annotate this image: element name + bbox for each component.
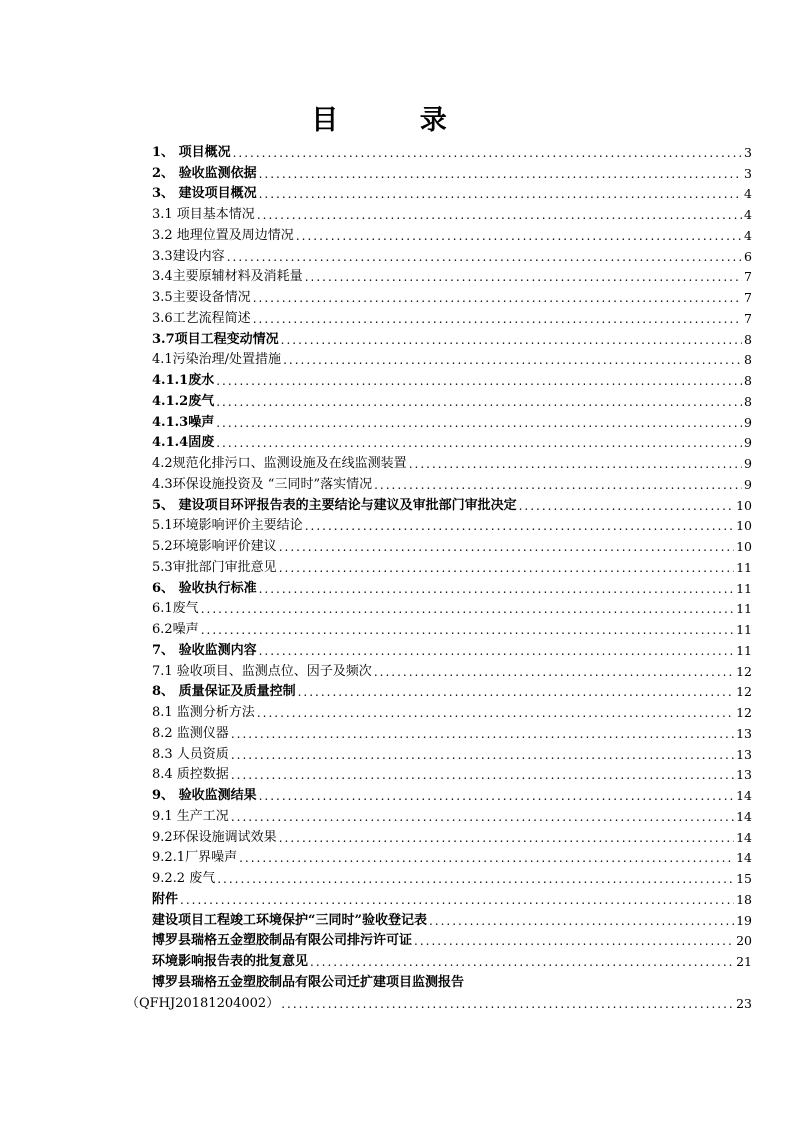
toc-entry-page-number: 10	[736, 518, 752, 534]
toc-entry-label: 6.1废气	[152, 601, 199, 617]
toc-entry-label: 8.2 监测仪器	[152, 725, 229, 741]
toc-entry-label: 9.2.1厂界噪声	[152, 850, 238, 866]
toc-entry-label: 3.4主要原辅材料及消耗量	[152, 269, 303, 285]
toc-entry-page-number: 18	[736, 891, 752, 907]
toc-entry-page-number: 11	[736, 580, 752, 596]
toc-leader-dots	[305, 518, 734, 534]
toc-entry-page-number: 4	[744, 207, 752, 222]
toc-leader-dots	[298, 684, 735, 700]
toc-leader-dots	[201, 622, 734, 638]
toc-entry-page-number: 23	[736, 995, 752, 1011]
toc-entry[interactable]	[152, 451, 752, 472]
toc-entry-page-number: 14	[736, 808, 752, 824]
toc-entry[interactable]	[152, 306, 752, 327]
toc-entry-label: 1、 项目概况	[152, 144, 231, 160]
toc-entry-label: 8.1 监测分析方法	[152, 705, 255, 720]
toc-entry-page-number: 8	[744, 373, 752, 388]
toc-entry[interactable]	[152, 638, 752, 659]
toc-leader-dots	[216, 435, 742, 451]
toc-entry[interactable]	[152, 368, 752, 389]
toc-entry[interactable]	[152, 348, 752, 369]
toc-leader-dots	[279, 560, 734, 576]
toc-leader-dots	[409, 456, 742, 472]
toc-entry[interactable]	[152, 742, 752, 763]
toc-leader-dots	[216, 373, 742, 389]
toc-entry-page-number: 7	[744, 310, 752, 326]
toc-entry-label: 6.2噪声	[152, 622, 199, 637]
toc-entry-page-number: 10	[736, 539, 752, 554]
toc-entry[interactable]	[152, 202, 752, 223]
toc-entry[interactable]	[152, 140, 752, 161]
toc-entry[interactable]	[152, 680, 752, 701]
toc-entry[interactable]	[152, 597, 752, 618]
toc-leader-dots	[227, 249, 742, 265]
toc-entry[interactable]	[152, 389, 752, 410]
toc-leader-dots	[283, 352, 742, 368]
toc-entry-page-number: 3	[744, 144, 752, 160]
toc-entry-label: 9.2.2 废气	[152, 871, 216, 886]
toc-entry-label: 7.1 验收项目、监测点位、因子及频次	[152, 663, 372, 679]
toc-leader-dots	[259, 643, 735, 659]
toc-entry[interactable]	[152, 182, 752, 203]
toc-entry-page-number: 14	[736, 788, 752, 803]
toc-leader-dots	[253, 311, 742, 327]
toc-leader-dots	[305, 269, 742, 285]
toc-leader-dots	[414, 933, 734, 949]
toc-entry-page-number: 3	[744, 165, 752, 181]
toc-leader-dots	[429, 913, 734, 929]
toc-entry[interactable]	[152, 514, 752, 535]
toc-entry-label: 6、 验收执行标准	[152, 580, 257, 596]
toc-entry-page-number: 8	[744, 331, 752, 347]
toc-entry-label: 博罗县瑞格五金塑胶制品有限公司迁扩建项目监测报告	[152, 974, 465, 990]
toc-entry[interactable]	[152, 161, 752, 182]
toc-entry-page-number: 9	[744, 456, 752, 471]
page-title: 目 录	[311, 105, 483, 136]
toc-leader-dots	[279, 539, 734, 555]
toc-entry-page-number: 4	[744, 186, 752, 202]
toc-entry-label: 3.7项目工程变动情况	[152, 331, 279, 347]
toc-entry[interactable]	[152, 472, 752, 493]
toc-entry[interactable]	[152, 783, 752, 804]
toc-entry-label: 4.1.1废水	[152, 373, 215, 388]
toc-leader-dots	[259, 186, 742, 202]
toc-leader-dots	[259, 166, 742, 182]
toc-entry-page-number: 11	[736, 622, 752, 637]
toc-entry[interactable]	[152, 659, 752, 680]
toc-entry-label: 5、 建设项目环评报告表的主要结论与建议及审批部门审批决定	[152, 497, 517, 513]
toc-entry-label: 8.4 质控数据	[152, 767, 229, 783]
toc-entry-label: 5.1环境影响评价主要结论	[152, 518, 303, 534]
toc-leader-dots	[279, 830, 734, 846]
toc-entry-page-number: 11	[736, 601, 752, 617]
toc-entry-label: 2、 验收监测依据	[152, 165, 257, 181]
toc-entry-page-number: 6	[744, 248, 752, 264]
toc-leader-dots	[216, 394, 742, 410]
toc-leader-dots	[519, 498, 735, 514]
toc-entry-label: 9.1 生产工况	[152, 808, 229, 824]
toc-entry[interactable]	[152, 223, 752, 244]
toc-entry-page-number: 8	[744, 352, 752, 368]
toc-entry[interactable]	[152, 285, 752, 306]
toc-leader-dots	[259, 788, 735, 804]
toc-entry-label: 3.1 项目基本情况	[152, 207, 255, 222]
toc-entry[interactable]	[152, 617, 752, 638]
toc-entry-page-number: 9	[744, 476, 752, 492]
toc-entry-page-number: 9	[744, 435, 752, 451]
toc-entry-label: 3.5主要设备情况	[152, 290, 251, 305]
toc-entry-label: 3、 建设项目概况	[152, 186, 257, 202]
toc-entry[interactable]	[152, 866, 752, 887]
toc-entry-label: 9.2环保设施调试效果	[152, 829, 277, 845]
toc-entry-label: 4.3环保设施投资及 “三同时”落实情况	[152, 476, 373, 492]
toc-entry-label: 4.1.2废气	[152, 393, 215, 409]
toc-leader-dots	[310, 954, 734, 970]
toc-entry-page-number: 13	[736, 767, 752, 783]
toc-entry-label: 4.1.4固废	[152, 435, 215, 451]
toc-entry-page-number: 14	[736, 850, 752, 866]
toc-entry-label: 8、 质量保证及质量控制	[152, 684, 296, 700]
toc-entry-page-number: 12	[736, 705, 752, 720]
toc-entry-page-number: 12	[736, 684, 752, 700]
toc-entry[interactable]	[152, 908, 752, 929]
toc-entry-label: 7、 验收监测内容	[152, 642, 257, 658]
toc-leader-dots	[374, 664, 734, 680]
toc-entry-page-number: 21	[736, 954, 752, 969]
toc-entry[interactable]	[152, 949, 752, 970]
toc-entry-label: 建设项目工程竣工环境保护“三同时”验收登记表	[152, 912, 427, 928]
toc-entry-label: 5.3审批部门审批意见	[152, 559, 277, 575]
toc-entry-label: 4.1污染治理/处置措施	[152, 352, 282, 368]
toc-entry-page-number: 13	[736, 746, 752, 762]
toc-entry-page-number: 15	[736, 871, 752, 886]
toc-entry[interactable]	[152, 244, 752, 265]
toc-entry[interactable]	[152, 493, 752, 514]
toc-entry[interactable]	[152, 555, 752, 576]
toc-leader-dots	[281, 996, 734, 1012]
toc-leader-dots	[239, 850, 734, 866]
toc-leader-dots	[217, 871, 734, 887]
toc-leader-dots	[259, 581, 735, 597]
toc-entry-page-number: 7	[744, 290, 752, 305]
toc-entry[interactable]	[152, 804, 752, 825]
toc-leader-dots	[231, 726, 734, 742]
toc-entry-label: 博罗县瑞格五金塑胶制品有限公司排污许可证	[152, 933, 413, 949]
toc-leader-dots	[180, 892, 734, 908]
toc-entry-page-number: 14	[736, 829, 752, 845]
toc-entry[interactable]	[152, 846, 752, 867]
toc-entry[interactable]	[152, 763, 752, 784]
toc-entry-label: 4.1.3噪声	[152, 414, 215, 430]
toc-entry-page-number: 10	[736, 497, 752, 513]
toc-leader-dots	[216, 415, 742, 431]
toc-leader-dots	[374, 477, 742, 493]
toc-leader-dots	[296, 228, 742, 244]
toc-entry[interactable]	[152, 431, 752, 452]
toc-entry-label: 8.3 人员资质	[152, 746, 229, 762]
toc-entry-page-number: 13	[736, 725, 752, 741]
toc-entry[interactable]	[152, 970, 752, 991]
toc-entry-label: 9、 验收监测结果	[152, 788, 257, 803]
toc-leader-dots	[281, 332, 742, 348]
toc-entry-page-number: 11	[736, 559, 752, 575]
toc-entry-label: 附件	[152, 891, 179, 907]
toc-leader-dots	[231, 767, 734, 783]
toc-entry[interactable]	[152, 825, 752, 846]
toc-entry[interactable]	[152, 265, 752, 286]
toc-entry[interactable]	[152, 929, 752, 950]
toc-entry-label: 3.3建设内容	[152, 248, 225, 264]
toc-leader-dots	[231, 747, 734, 763]
toc-entry-page-number: 9	[744, 414, 752, 430]
toc-entry-page-number: 11	[736, 642, 752, 658]
toc-entry-label: 3.2 地理位置及周边情况	[152, 227, 294, 243]
toc-entry[interactable]	[152, 721, 752, 742]
toc-entry[interactable]	[152, 410, 752, 431]
toc-entry[interactable]	[152, 327, 752, 348]
toc-leader-dots	[233, 145, 742, 161]
toc-entry[interactable]	[126, 991, 752, 1012]
toc-leader-dots	[231, 809, 734, 825]
toc-entry-page-number: 8	[744, 393, 752, 409]
table-of-contents	[126, 140, 752, 1012]
toc-leader-dots	[201, 601, 734, 617]
toc-entry-page-number: 12	[736, 663, 752, 679]
toc-entry-page-number: 4	[744, 227, 752, 243]
toc-leader-dots	[257, 207, 742, 223]
toc-entry[interactable]	[152, 534, 752, 555]
toc-entry[interactable]	[152, 887, 752, 908]
toc-entry-label: （QFHJ20181204002）	[126, 995, 280, 1011]
toc-entry-label: 5.2环境影响评价建议	[152, 539, 277, 554]
toc-entry-page-number: 7	[744, 269, 752, 285]
toc-leader-dots	[253, 290, 742, 306]
toc-entry-label: 3.6工艺流程简述	[152, 310, 251, 326]
toc-entry-label: 环境影响报告表的批复意见	[152, 954, 309, 969]
toc-entry-page-number: 19	[736, 912, 752, 928]
toc-leader-dots	[257, 705, 734, 721]
toc-entry-label: 4.2规范化排污口、监测设施及在线监测装置	[152, 456, 407, 471]
toc-entry-page-number: 20	[736, 933, 752, 949]
toc-entry[interactable]	[152, 576, 752, 597]
toc-entry[interactable]	[152, 700, 752, 721]
